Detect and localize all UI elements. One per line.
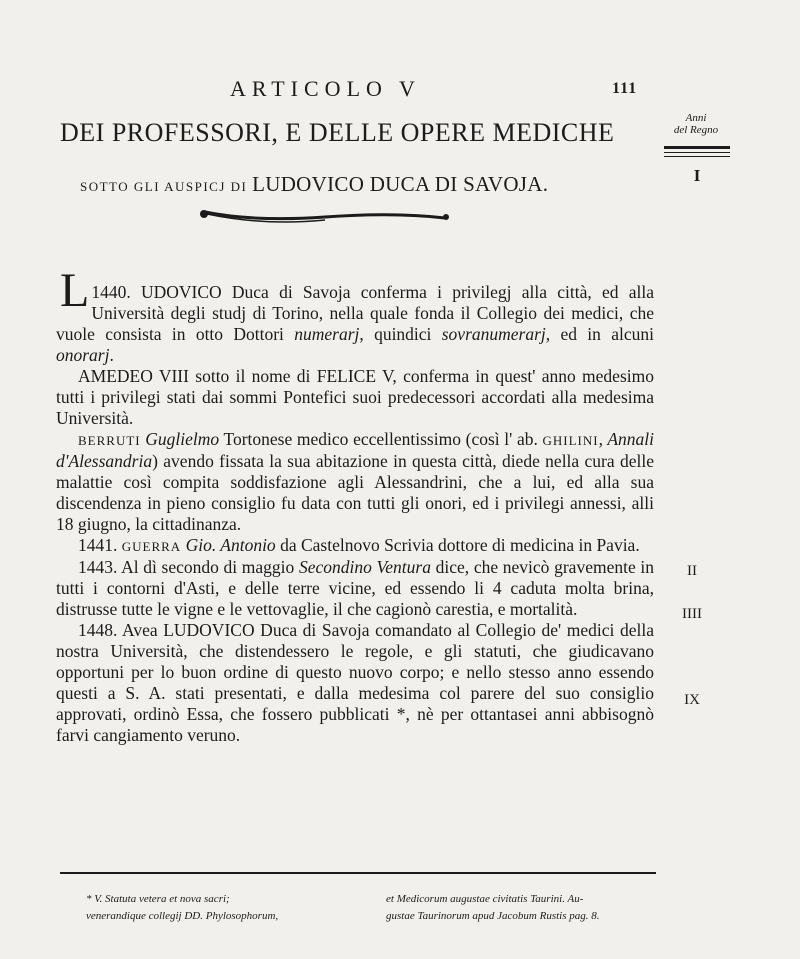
footnote-line: gustae Taurinorum apud Jacobum Rustis pag. 8. <box>386 910 600 922</box>
entry-italic: sovranumerarj <box>441 324 546 344</box>
entry-text: , ed in alcuni <box>545 324 654 344</box>
margin-rule <box>664 152 730 153</box>
entry-text: Duca di Savoja comandato al Collegio de' medici della nostra Università, che distendessero le regole, e gli statuti, che giudicavano opportuni per lo buon ordine di questo nuovo corpo; e nello stesso anno essendo questi a S. A. stati presentati, e dalla medesima col parere del suo consiglio approvati, ordinò Essa, che fossero pubblicati *, nè per ottantasei anni abbisognò farvi cangiamento veruno. <box>56 620 654 745</box>
entry-italic: numerarj <box>294 324 360 344</box>
body-text <box>56 264 655 746</box>
entry-text: , quindici <box>359 324 442 344</box>
footnote-left-column <box>86 891 366 925</box>
footnote-line: venerandique collegij DD. Phylosophorum, <box>86 910 279 922</box>
margin-rule <box>664 156 730 157</box>
ornament-divider-icon <box>195 204 455 228</box>
entry-name: LUDOVICO <box>163 620 255 640</box>
entry-text: Avea <box>117 620 164 640</box>
entry-year: 1443. <box>78 557 118 577</box>
drop-cap: L <box>60 264 90 317</box>
entry-surname: GHILINI <box>542 433 599 448</box>
page-title: DEI PROFESSORI, E DELLE OPERE MEDICHE <box>60 118 615 147</box>
entry-italic: onorarj <box>56 345 110 365</box>
subtitle-prefix: SOTTO GLI AUSPICJ DI <box>80 179 248 194</box>
footnote-right-column <box>386 891 666 925</box>
entry-text: Al dì secondo di maggio <box>117 557 299 577</box>
page-subtitle <box>80 172 548 197</box>
footnote-line: * V. Statuta vetera et nova sacri; <box>86 893 230 905</box>
entry-name: UDOVICO <box>140 282 222 302</box>
page-number: 111 <box>612 80 638 97</box>
entry-text: , conferma in quest' anno medesimo tutti i privilegi stati dai sommi Pontefici suoi predecessori accordati alla medesima Università. <box>56 366 654 428</box>
entry-1440 <box>56 264 655 366</box>
entry-1448 <box>56 620 654 746</box>
footnote-line: et Medicorum augustae civitatis Taurini. Au- <box>386 893 584 905</box>
entry-text: Duca di Savoja conferma i privilegj alla città, ed alla Università degli studj di Torino, nella quale fonda il Collegio dei medici, che vuole consista in otto Dottori <box>56 282 655 344</box>
entry-name: FELICE V <box>316 366 393 386</box>
entry-source: , Annali d'Alessandria <box>56 429 654 471</box>
margin-year-i: I <box>693 166 701 185</box>
entry-text: sotto il nome di <box>188 366 317 386</box>
anni-label: Anni <box>685 112 707 124</box>
article-heading: ARTICOLO V <box>230 76 421 101</box>
subtitle-name: LUDOVICO DUCA DI SAVOJA. <box>252 172 549 196</box>
footnote-rule <box>60 872 656 874</box>
entry-text: ) avendo fissata la sua abitazione in questa città, diede nella cura delle malattie così compita soddisfazione agli Alessandrini, che a lui, ed alla sua discendenza in pieno consiglio fu data con tutti gli onori, ed i privilegi annessi, alli 18 giugno, la cittadinanza. <box>56 451 654 534</box>
entry-author: Secondino Ventura <box>298 557 431 577</box>
margin-year-ix: IX <box>684 692 700 708</box>
entry-surname: GUERRA <box>121 539 182 554</box>
margin-year-iiii: IIII <box>682 606 702 622</box>
entry-year: 1448. <box>78 620 118 640</box>
margin-anni-header <box>660 112 732 136</box>
entry-name: AMEDEO VIII <box>78 366 189 386</box>
margin-year-ii: II <box>687 563 697 579</box>
entry-given-name: Gio. Antonio <box>181 535 276 555</box>
entry-year: 1440. <box>91 282 131 302</box>
regno-label: del Regno <box>673 124 719 136</box>
entry-text: da Castelnovo Scrivia dottore di medicina in Pavia. <box>275 535 640 555</box>
entry-text: . <box>109 345 114 365</box>
entry-surname: BERRUTI <box>78 433 141 448</box>
entry-1441 <box>56 535 654 557</box>
entry-text: Tortonese medico eccellentissimo (così l' ab. <box>219 429 543 449</box>
entry-amedeo <box>56 366 654 429</box>
entry-year: 1441. <box>78 535 118 555</box>
entry-given-name: Guglielmo <box>140 429 220 449</box>
entry-berruti <box>56 429 654 535</box>
entry-1443 <box>56 557 654 620</box>
margin-rule <box>664 146 730 149</box>
entry-text: dice, che nevicò gravemente in tutti i contorni d'Asti, e delle terre vicine, ed essendo li 4 caduta molta brina, distrusse tutte le vigne e le vettovaglie, il che cagionò carestia, e mortalità. <box>56 557 654 619</box>
